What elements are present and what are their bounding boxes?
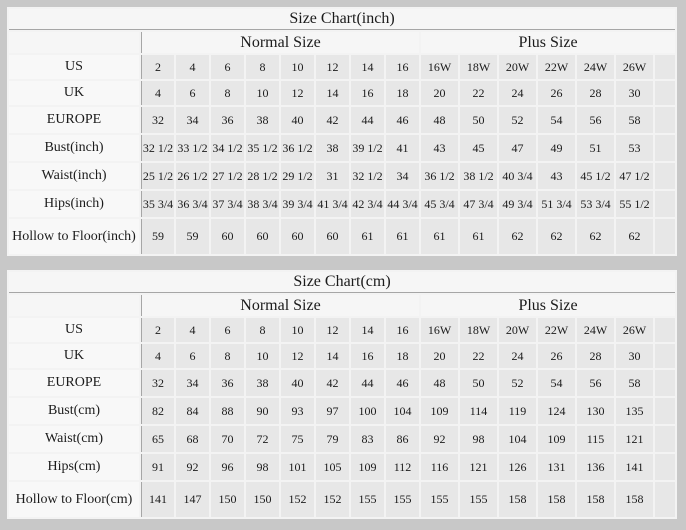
size-cell: 14: [351, 55, 384, 79]
size-cell: 47 1/2: [616, 163, 653, 189]
size-cell: 62: [538, 219, 575, 254]
size-cell: 158: [577, 482, 614, 517]
corner-cell: [9, 295, 139, 316]
size-cell: 34: [386, 163, 419, 189]
row-label: Hollow to Floor(inch): [9, 219, 139, 254]
size-cell: 28: [577, 344, 614, 368]
size-cell: 16: [386, 55, 419, 79]
plus-size-header: Plus Size: [421, 32, 675, 53]
filler-cell: [655, 426, 675, 452]
size-cell: 86: [386, 426, 419, 452]
size-cell: 104: [386, 398, 419, 424]
size-cell: 32 1/2: [351, 163, 384, 189]
size-cell: 26W: [616, 55, 653, 79]
size-cell: 155: [351, 482, 384, 517]
table-row: [9, 370, 675, 396]
filler-cell: [655, 135, 675, 161]
table-row: [9, 135, 675, 161]
size-cell: 36 1/2: [281, 135, 314, 161]
row-label: EUROPE: [9, 107, 139, 133]
size-cell: 124: [538, 398, 575, 424]
row-label: UK: [9, 81, 139, 105]
size-cell: 10: [246, 344, 279, 368]
filler-cell: [655, 344, 675, 368]
normal-size-header: Normal Size: [141, 32, 419, 53]
row-label: Hips(inch): [9, 191, 139, 217]
size-cell: 32: [141, 107, 174, 133]
filler-cell: [655, 163, 675, 189]
size-cell: 61: [386, 219, 419, 254]
size-cell: 32: [141, 370, 174, 396]
size-cell: 26: [538, 344, 575, 368]
size-cell: 126: [499, 454, 536, 480]
size-table-body: [9, 55, 675, 254]
size-cell: 35 3/4: [141, 191, 174, 217]
size-cell: 98: [246, 454, 279, 480]
size-cell: 4: [141, 81, 174, 105]
size-cell: 58: [616, 107, 653, 133]
size-chart-cm-table: [7, 270, 677, 519]
size-cell: 91: [141, 454, 174, 480]
size-cell: 33 1/2: [176, 135, 209, 161]
row-label: Hips(cm): [9, 454, 139, 480]
size-cell: 65: [141, 426, 174, 452]
filler-cell: [655, 318, 675, 342]
size-cell: 53: [616, 135, 653, 161]
size-cell: 30: [616, 81, 653, 105]
size-cell: 31: [316, 163, 349, 189]
size-cell: 22: [460, 81, 497, 105]
size-cell: 45 1/2: [577, 163, 614, 189]
size-cell: 60: [246, 219, 279, 254]
size-cell: 45 3/4: [421, 191, 458, 217]
size-cell: 98: [460, 426, 497, 452]
size-cell: 158: [538, 482, 575, 517]
size-cell: 150: [211, 482, 244, 517]
size-cell: 45: [460, 135, 497, 161]
size-cell: 83: [351, 426, 384, 452]
size-cell: 104: [499, 426, 536, 452]
size-cell: 16: [351, 81, 384, 105]
size-cell: 61: [351, 219, 384, 254]
table-row: [9, 482, 675, 517]
size-cell: 20W: [499, 55, 536, 79]
size-cell: 44: [351, 370, 384, 396]
table-title: Size Chart(cm): [9, 272, 675, 293]
size-cell: 30: [616, 344, 653, 368]
size-cell: 8: [211, 81, 244, 105]
size-cell: 20W: [499, 318, 536, 342]
size-cell: 62: [616, 219, 653, 254]
size-cell: 155: [460, 482, 497, 517]
filler-cell: [655, 81, 675, 105]
size-cell: 24: [499, 81, 536, 105]
size-cell: 40 3/4: [499, 163, 536, 189]
size-cell: 51: [577, 135, 614, 161]
size-cell: 8: [246, 318, 279, 342]
size-cell: 136: [577, 454, 614, 480]
size-cell: 42 3/4: [351, 191, 384, 217]
size-cell: 112: [386, 454, 419, 480]
size-cell: 20: [421, 344, 458, 368]
size-cell: 56: [577, 107, 614, 133]
size-cell: 18W: [460, 55, 497, 79]
size-cell: 131: [538, 454, 575, 480]
size-cell: 47: [499, 135, 536, 161]
size-cell: 36: [211, 107, 244, 133]
size-cell: 10: [281, 318, 314, 342]
size-cell: 150: [246, 482, 279, 517]
size-cell: 34 1/2: [211, 135, 244, 161]
table-row: [9, 55, 675, 79]
size-cell: 141: [616, 454, 653, 480]
filler-cell: [655, 398, 675, 424]
table-gap: [7, 256, 677, 270]
row-label: EUROPE: [9, 370, 139, 396]
table-row: [9, 163, 675, 189]
size-cell: 25 1/2: [141, 163, 174, 189]
size-cell: 152: [316, 482, 349, 517]
size-cell: 36 3/4: [176, 191, 209, 217]
row-label: Hollow to Floor(cm): [9, 482, 139, 517]
size-cell: 114: [460, 398, 497, 424]
size-cell: 6: [176, 344, 209, 368]
size-cell: 14: [351, 318, 384, 342]
size-cell: 12: [316, 55, 349, 79]
size-cell: 24W: [577, 318, 614, 342]
size-cell: 32 1/2: [141, 135, 174, 161]
size-cell: 38: [246, 107, 279, 133]
size-cell: 34: [176, 370, 209, 396]
size-cell: 6: [176, 81, 209, 105]
size-cell: 158: [616, 482, 653, 517]
size-cell: 100: [351, 398, 384, 424]
size-cell: 147: [176, 482, 209, 517]
size-cell: 20: [421, 81, 458, 105]
size-cell: 39 1/2: [351, 135, 384, 161]
table-row: [9, 318, 675, 342]
normal-size-header: Normal Size: [141, 295, 419, 316]
size-cell: 88: [211, 398, 244, 424]
size-cell: 59: [176, 219, 209, 254]
filler-cell: [655, 482, 675, 517]
size-cell: 38 3/4: [246, 191, 279, 217]
size-cell: 119: [499, 398, 536, 424]
size-cell: 16W: [421, 55, 458, 79]
table-row: [9, 81, 675, 105]
row-label: US: [9, 55, 139, 79]
title-row: [9, 9, 675, 30]
size-cell: 155: [421, 482, 458, 517]
size-cell: 16: [386, 318, 419, 342]
size-cell: 62: [577, 219, 614, 254]
plus-size-header: Plus Size: [421, 295, 675, 316]
row-label: UK: [9, 344, 139, 368]
size-cell: 121: [616, 426, 653, 452]
filler-cell: [655, 370, 675, 396]
size-cell: 93: [281, 398, 314, 424]
size-cell: 61: [421, 219, 458, 254]
size-cell: 27 1/2: [211, 163, 244, 189]
size-cell: 44 3/4: [386, 191, 419, 217]
size-cell: 6: [211, 318, 244, 342]
size-cell: 40: [281, 107, 314, 133]
size-cell: 54: [538, 370, 575, 396]
size-cell: 50: [460, 370, 497, 396]
table-title: Size Chart(inch): [9, 9, 675, 30]
table-row: [9, 398, 675, 424]
size-cell: 135: [616, 398, 653, 424]
filler-cell: [655, 191, 675, 217]
size-cell: 4: [176, 318, 209, 342]
size-cell: 18W: [460, 318, 497, 342]
size-cell: 36 1/2: [421, 163, 458, 189]
size-cell: 40: [281, 370, 314, 396]
size-cell: 158: [499, 482, 536, 517]
size-cell: 10: [246, 81, 279, 105]
size-cell: 4: [141, 344, 174, 368]
table-row: [9, 426, 675, 452]
size-cell: 10: [281, 55, 314, 79]
size-cell: 44: [351, 107, 384, 133]
size-cell: 115: [577, 426, 614, 452]
size-cell: 28 1/2: [246, 163, 279, 189]
size-cell: 116: [421, 454, 458, 480]
size-cell: 12: [281, 81, 314, 105]
size-cell: 24W: [577, 55, 614, 79]
size-cell: 79: [316, 426, 349, 452]
size-cell: 54: [538, 107, 575, 133]
table-row: [9, 107, 675, 133]
size-cell: 34: [176, 107, 209, 133]
size-cell: 90: [246, 398, 279, 424]
size-cell: 41 3/4: [316, 191, 349, 217]
size-chart-inch-table: [7, 7, 677, 256]
size-cell: 43: [538, 163, 575, 189]
size-cell: 16: [351, 344, 384, 368]
size-cell: 29 1/2: [281, 163, 314, 189]
size-cell: 18: [386, 344, 419, 368]
size-cell: 48: [421, 370, 458, 396]
size-cell: 2: [141, 318, 174, 342]
size-cell: 38 1/2: [460, 163, 497, 189]
size-cell: 35 1/2: [246, 135, 279, 161]
size-cell: 46: [386, 107, 419, 133]
size-cell: 92: [421, 426, 458, 452]
size-cell: 58: [616, 370, 653, 396]
size-cell: 72: [246, 426, 279, 452]
size-cell: 49 3/4: [499, 191, 536, 217]
size-cell: 14: [316, 81, 349, 105]
row-label: Bust(inch): [9, 135, 139, 161]
size-cell: 52: [499, 370, 536, 396]
table-row: [9, 219, 675, 254]
size-cell: 70: [211, 426, 244, 452]
row-label: Bust(cm): [9, 398, 139, 424]
group-header-row: [9, 295, 675, 316]
size-cell: 14: [316, 344, 349, 368]
size-cell: 36: [211, 370, 244, 396]
size-cell: 22: [460, 344, 497, 368]
table-row: [9, 191, 675, 217]
size-cell: 42: [316, 107, 349, 133]
size-cell: 141: [141, 482, 174, 517]
size-cell: 101: [281, 454, 314, 480]
size-cell: 12: [316, 318, 349, 342]
size-cell: 60: [281, 219, 314, 254]
size-cell: 53 3/4: [577, 191, 614, 217]
size-cell: 82: [141, 398, 174, 424]
size-cell: 84: [176, 398, 209, 424]
table-row: [9, 344, 675, 368]
size-cell: 42: [316, 370, 349, 396]
size-cell: 41: [386, 135, 419, 161]
size-cell: 56: [577, 370, 614, 396]
title-row: [9, 272, 675, 293]
size-cell: 55 1/2: [616, 191, 653, 217]
size-cell: 18: [386, 81, 419, 105]
size-cell: 6: [211, 55, 244, 79]
size-cell: 24: [499, 344, 536, 368]
size-cell: 60: [316, 219, 349, 254]
size-table-body: [9, 318, 675, 517]
filler-cell: [655, 454, 675, 480]
size-cell: 22W: [538, 55, 575, 79]
size-cell: 60: [211, 219, 244, 254]
size-cell: 61: [460, 219, 497, 254]
group-header-row: [9, 32, 675, 53]
filler-cell: [655, 55, 675, 79]
size-cell: 8: [246, 55, 279, 79]
size-cell: 38: [316, 135, 349, 161]
corner-cell: [9, 32, 139, 53]
row-label: US: [9, 318, 139, 342]
row-label: Waist(inch): [9, 163, 139, 189]
size-cell: 26W: [616, 318, 653, 342]
size-cell: 105: [316, 454, 349, 480]
size-cell: 121: [460, 454, 497, 480]
row-label: Waist(cm): [9, 426, 139, 452]
size-cell: 92: [176, 454, 209, 480]
filler-cell: [655, 219, 675, 254]
size-cell: 22W: [538, 318, 575, 342]
size-cell: 109: [351, 454, 384, 480]
size-cell: 28: [577, 81, 614, 105]
size-cell: 37 3/4: [211, 191, 244, 217]
size-cell: 51 3/4: [538, 191, 575, 217]
size-cell: 97: [316, 398, 349, 424]
size-cell: 26 1/2: [176, 163, 209, 189]
size-cell: 46: [386, 370, 419, 396]
size-cell: 4: [176, 55, 209, 79]
size-cell: 47 3/4: [460, 191, 497, 217]
filler-cell: [655, 107, 675, 133]
size-cell: 50: [460, 107, 497, 133]
size-cell: 152: [281, 482, 314, 517]
size-cell: 12: [281, 344, 314, 368]
size-cell: 38: [246, 370, 279, 396]
size-cell: 49: [538, 135, 575, 161]
size-cell: 48: [421, 107, 458, 133]
size-cell: 109: [421, 398, 458, 424]
size-cell: 75: [281, 426, 314, 452]
size-cell: 62: [499, 219, 536, 254]
size-cell: 109: [538, 426, 575, 452]
size-cell: 130: [577, 398, 614, 424]
size-cell: 8: [211, 344, 244, 368]
size-cell: 16W: [421, 318, 458, 342]
size-cell: 68: [176, 426, 209, 452]
size-cell: 43: [421, 135, 458, 161]
table-row: [9, 454, 675, 480]
size-cell: 96: [211, 454, 244, 480]
size-cell: 52: [499, 107, 536, 133]
size-cell: 39 3/4: [281, 191, 314, 217]
size-cell: 59: [141, 219, 174, 254]
size-cell: 2: [141, 55, 174, 79]
size-cell: 26: [538, 81, 575, 105]
size-cell: 155: [386, 482, 419, 517]
